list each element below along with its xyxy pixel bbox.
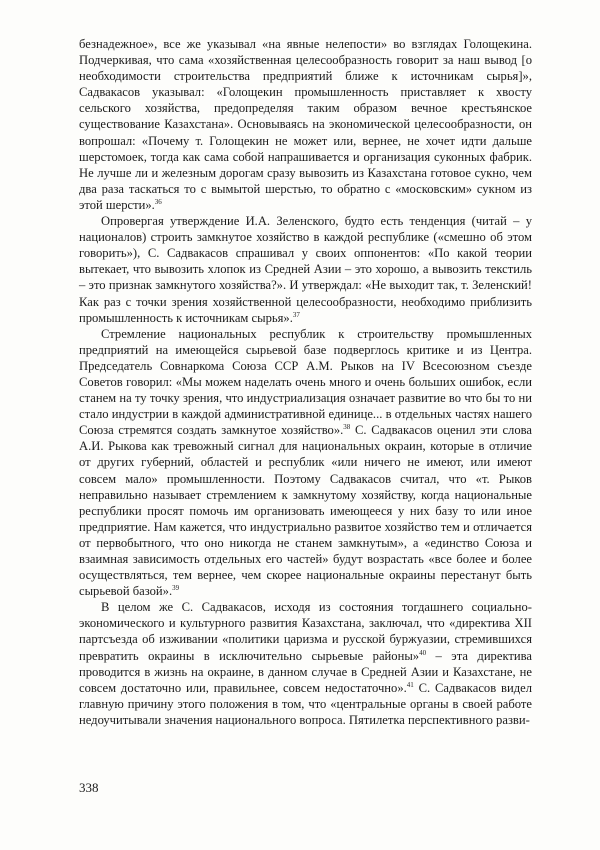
paragraph-2 xyxy=(79,213,532,326)
paragraph-4 xyxy=(79,599,532,728)
paragraph-text-continued: – эта директива проводится в жизнь на окраине, в данном случае в Средней Азии и Казахстане, не совсем достаточно или, правильнее, совсем недостаточно». xyxy=(79,648,533,695)
footnote-ref: 38 xyxy=(343,423,351,432)
paragraph-text-end: С. Садвакасов видел главную причину этого положения в том, что «центральные органы в своей работе недоучитывали значения национального вопроса. Пятилетка перспективного разви- xyxy=(79,680,532,727)
body-text xyxy=(79,36,532,728)
paragraph-text: Опровергая утверждение И.А. Зеленского, будто есть тенденция (читай – у националов) строить замкнутое хозяйство в каждой республике («смешно об этом говорить»), С. Садвакасов спрашивал у своих оппонентов: «По какой теории вытекает, что вывозить хлопок из Средней Азии – это хорошо, а вывозить текстиль – это признак замкнутого хозяйства?». И утверждал: «Не выходит так, т. Зеленский! Как раз с точки зрения хозяйственной целесообразности, необходимо приблизить промышленность к источникам сырья». xyxy=(79,214,532,325)
footnote-ref: 36 xyxy=(154,197,162,206)
paragraph-1 xyxy=(79,36,532,213)
paragraph-text: Стремление национальных республик к строительству промышленных предприятий на имеющейся сырьевой базе подверглось критике и из Центра. Председатель Совнаркома Союза ССР А.М. Рыков на IV Всесоюзном съезде Советов говорил: «Мы можем наделать очень много и очень больших ошибок, если станем на ту точку зрения, что индустриализация означает развитие во что бы то ни стало индустрии в каждой административной единице... в отдельных частях нашего Союза стремятся создать замкнутое хозяйство». xyxy=(79,326,532,438)
page-number: 338 xyxy=(79,780,99,795)
paragraph-text: В целом же С. Садвакасов, исходя из состояния тогдашнего социально-экономического и культурного развития Казахстана, заключал, что «директива XII партсъезда об изживании «политики царизма и русской буржуазии, стремившихся превратить окраины в исключительно сырьевые районы» xyxy=(79,600,532,663)
paragraph-text: безнадежное», все же указывал «на явные нелепости» во взглядах Голощекина. Подчеркивая, что сама «хозяйственная целесообразность говорит за наш вывод [о необходимости строительства предприятий ближе к источникам сырья]», Садвакасов указывал: «Голощекин промышленность приставляет к хвосту сельского хозяйства, предопределяя таким образом вечное крестьянское существование Казахстана». Основываясь на экономической целесообразности, он вопрошал: «Почему т. Голощекин не может или, вернее, не хочет идти дальше шерстомоек, тогда как сама собой напрашивается и организация суконных фабрик. Не лучше ли и железным дорогам сразу вывозить из Казахстана готовое сукно, чем два раза таскаться то с вымытой шерстью, то обратно с «московским» сукном из этой шерсти». xyxy=(79,37,532,212)
footnote-ref: 40 xyxy=(419,648,427,657)
paragraph-3 xyxy=(79,326,532,600)
paragraph-text-continued: С. Садвакасов оценил эти слова А.И. Рыкова как тревожный сигнал для национальных окраин, которые в отличие от других губерний, областей и республик «или ничего не имеют, или имеют совсем мало» промышленности. Поэтому Садвакасов считал, что «т. Рыков неправильно называет стремлением к замкнутому хозяйству, когда национальные республики просят помочь им организовать имеющееся у них базу то или иное предприятие. Нам кажется, что индустриально развитое хозяйство тем и отличается от первобытного, что оно никогда не станем замкнутым», а «единство Союза и взаимная зависимость отдельных его частей» будут возрастать «все более и более осуществляться, тем вернее, чем скорее национальные окраины перестанут быть сырьевой базой». xyxy=(79,423,532,599)
footnote-ref: 37 xyxy=(292,310,300,319)
footnote-ref: 41 xyxy=(406,680,414,689)
footnote-ref: 39 xyxy=(172,584,180,592)
